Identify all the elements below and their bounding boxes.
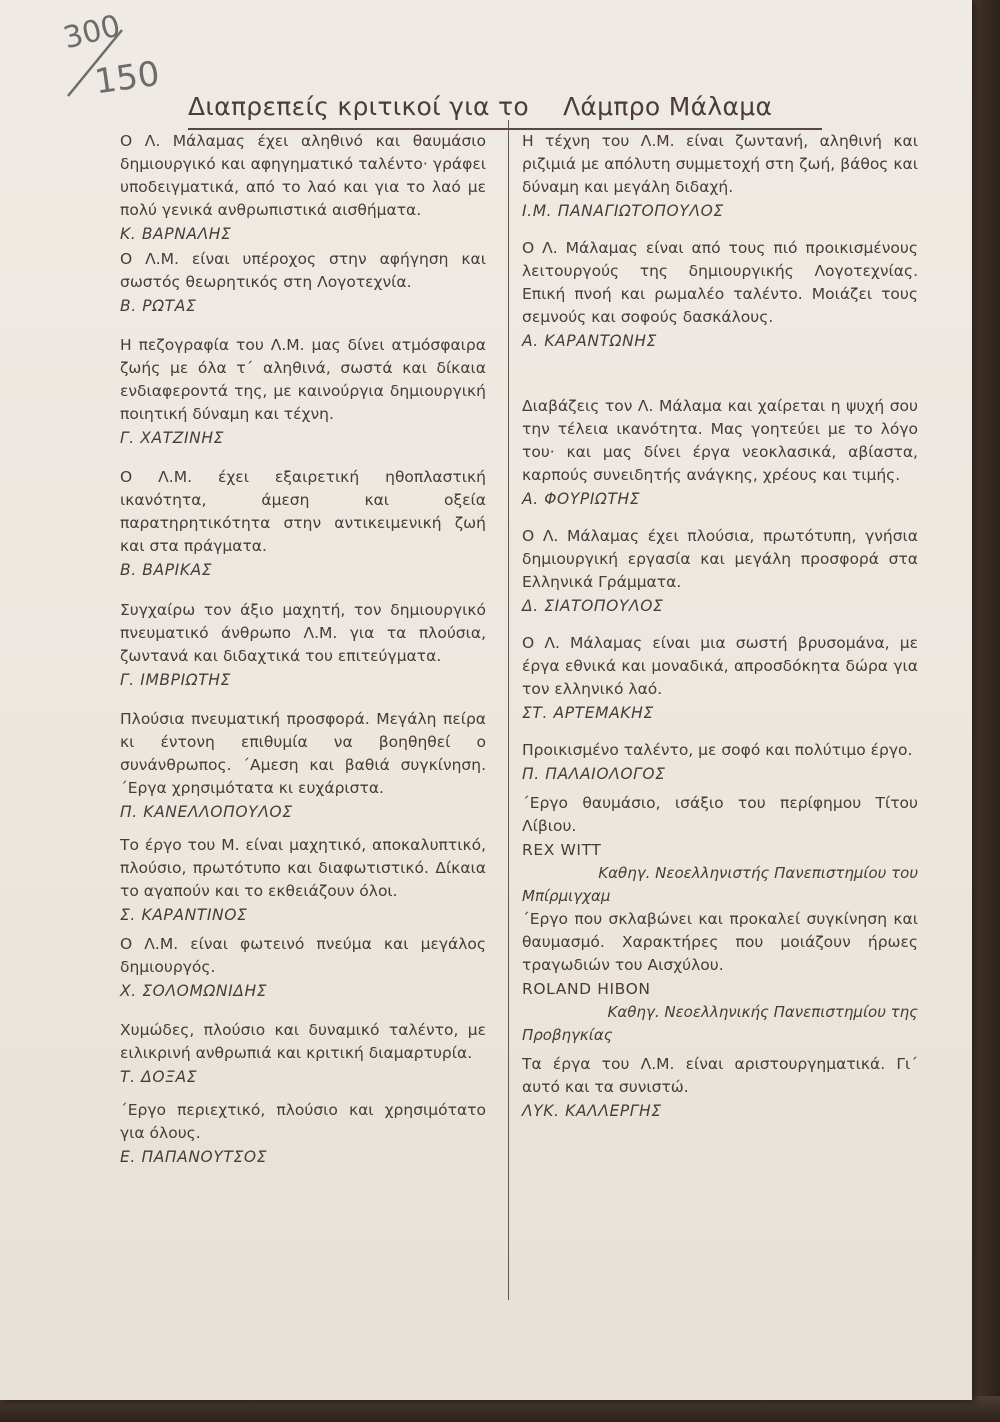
review-text: Συγχαίρω τον άξιο μαχητή, τον δημιουργικό πνευματικό άνθρωπο Λ.Μ. για τα πλούσια, ζωντανά και διδαχτικά του επιτεύγματα. <box>120 601 486 665</box>
review-author-affiliation: Καθηγ. Νεοελληνικής Πανεπιστημίου της Προβηγκίας <box>522 1003 918 1044</box>
review-author: Α. ΚΑΡΑΝΤΩΝΗΣ <box>522 332 657 350</box>
review-text: Ο Λ. Μάλαμας είναι από τους πιό προικισμένους λειτουργούς της δημιουργικής Λογοτεχνίας. Επική πνοή και ρωμαλέο ταλέντο. Μοιάζει τους σεμνούς και σοφούς δασκάλους. <box>522 239 918 326</box>
review-text: Χυμώδες, πλούσιο και δυναμικό ταλέντο, με ειλικρινή ανθρωπιά και κριτική διαμαρτυρία. <box>120 1021 486 1062</box>
review-text: ΄Εργο θαυμάσιο, ισάξιο του περίφημου Τίτου Λίβιου. <box>522 794 918 835</box>
review-author: Κ. ΒΑΡΝΑΛΗΣ <box>120 225 232 243</box>
review-text: Το έργο του Μ. είναι μαχητικό, αποκαλυπτικό, πλούσιο, πρωτότυπο και διαφωτιστικό. Δίκαια το αγαπούν και το εκθειάζουν όλοι. <box>120 836 486 900</box>
review-author: Β. ΡΩΤΑΣ <box>120 297 197 315</box>
review-author: ROLAND HIBON <box>522 980 651 998</box>
review-text: Προικισμένο ταλέντο, με σοφό και πολύτιμο έργο. <box>522 741 913 759</box>
review-quote <box>522 632 918 725</box>
review-quote <box>120 248 486 318</box>
review-quote <box>120 334 486 450</box>
review-author: Β. ΒΑΡΙΚΑΣ <box>120 561 213 579</box>
review-author-affiliation: Καθηγ. Νεοελληνιστής Πανεπιστημίου του Μπίρμιγχαμ <box>522 864 918 905</box>
review-text: Τα έργα του Λ.Μ. είναι αριστουργηματικά. Γι΄ αυτό και τα συνιστώ. <box>522 1055 918 1096</box>
handwritten-number-2: 150 <box>92 53 163 103</box>
review-quote <box>522 237 918 353</box>
review-text: ΄Εργο περιεχτικό, πλούσιο και χρησιμότατο για όλους. <box>120 1101 486 1142</box>
review-text: Ο Λ. Μάλαμας έχει πλούσια, πρωτότυπη, γνήσια δημιουργική εργασία και μεγάλη προσφορά στα Ελληνικά Γράμματα. <box>522 527 918 591</box>
review-quote <box>120 1099 486 1169</box>
review-quote <box>120 130 486 246</box>
right-column <box>522 130 918 1123</box>
review-quote <box>522 525 918 618</box>
review-quote <box>522 130 918 223</box>
review-quote <box>120 708 486 824</box>
review-text: Ο Λ.Μ. έχει εξαιρετική ηθοπλαστική ικανότητα, άμεση και οξεία παρατηρητικότητα στην αντικειμενική ζωή και στα πράγματα. <box>120 468 486 555</box>
review-author: Δ. ΣΙΑΤΟΠΟΥΛΟΣ <box>522 597 664 615</box>
handwritten-number-1: 300 <box>60 8 125 57</box>
review-author: Ε. ΠΑΠΑΝΟΥΤΣΟΣ <box>120 1148 268 1166</box>
review-text: Πλούσια πνευματική προσφορά. Μεγάλη πείρα κι έντονη επιθυμία να βοηθηθεί ο συνάνθρωπος. ΄Αμεση και βαθιά συγκίνηση. ΄Εργα χρησιμότατα κι ευχάριστα. <box>120 710 486 797</box>
review-author: Τ. ΔΟΞΑΣ <box>120 1068 198 1086</box>
review-author: Α. ΦΟΥΡΙΩΤΗΣ <box>522 490 641 508</box>
review-quote <box>522 908 918 1047</box>
review-quote <box>522 739 918 786</box>
left-column <box>120 130 486 1169</box>
review-text: Διαβάζεις τον Λ. Μάλαμα και χαίρεται η ψυχή σου την τέλεια ικανότητα. Μας γοητεύει με το λόγο του· και μας δίνει έργα νεοκλασικά, αβίαστα, καρπούς συνειδητής ανάγκης, χρέους και τιμής. <box>522 397 918 484</box>
review-text: Ο Λ.Μ. είναι φωτεινό πνεύμα και μεγάλος δημιουργός. <box>120 935 486 976</box>
review-text: Η τέχνη του Λ.Μ. είναι ζωντανή, αληθινή και ριζιμιά με απόλυτη συμμετοχή στη ζωή, βάθος και δύναμη και μεγάλη διδαχή. <box>522 132 918 196</box>
review-text: Η πεζογραφία του Λ.Μ. μας δίνει ατμόσφαιρα ζωής με όλα τ΄ αληθινά, σωστά και δίκαια ενδιαφεροντά της, με καινούργια δημιουργική ποιητική δύναμη και τέχνη. <box>120 336 486 423</box>
review-text: Ο Λ. Μάλαμας έχει αληθινό και θαυμάσιο δημιουργικό και αφηγηματικό ταλέντο· γράφει υποδειγματικά, από το λαό και για το λαό με πολύ γενικά ανθρωπιστικά αισθήματα. <box>120 132 486 219</box>
review-author: Π. ΠΑΛΑΙΟΛΟΓΟΣ <box>522 765 666 783</box>
review-text: Ο Λ. Μάλαμας είναι μια σωστή βρυσομάνα, με έργα εθνικά και μοναδικά, απροσδόκητα δώρα για τον ελληνικό λαό. <box>522 634 918 698</box>
review-quote <box>522 395 918 511</box>
review-quote <box>120 834 486 927</box>
review-author: ΣΤ. ΑΡΤΕΜΑΚΗΣ <box>522 704 654 722</box>
review-quote <box>522 792 918 908</box>
review-author: Σ. ΚΑΡΑΝΤΙΝΟΣ <box>120 906 248 924</box>
review-author: Χ. ΣΟΛΟΜΩΝΙΔΗΣ <box>120 982 268 1000</box>
review-author: Π. ΚΑΝΕΛΛΟΠΟΥΛΟΣ <box>120 803 293 821</box>
column-divider <box>508 120 509 1300</box>
handwritten-price-note <box>60 4 180 104</box>
review-text: Ο Λ.Μ. είναι υπέροχος στην αφήγηση και σωστός θεωρητικός στη Λογοτεχνία. <box>120 250 486 291</box>
review-quote <box>522 1053 918 1123</box>
review-author: Γ. ΙΜΒΡΙΩΤΗΣ <box>120 671 231 689</box>
review-author: Ι.Μ. ΠΑΝΑΓΙΩΤΟΠΟΥΛΟΣ <box>522 202 724 220</box>
page-title-part1: Διαπρεπείς κριτικοί για το <box>188 92 529 121</box>
review-quote <box>120 599 486 692</box>
review-quote <box>120 933 486 1003</box>
review-author: Γ. ΧΑΤΖΙΝΗΣ <box>120 429 225 447</box>
review-author: REX WITT <box>522 841 602 859</box>
page-title-part2: Λάμπρο Μάλαμα <box>562 92 773 121</box>
review-quote <box>120 1019 486 1089</box>
review-text: ΄Εργο που σκλαβώνει και προκαλεί συγκίνηση και θαυμασμό. Χαρακτήρες που μοιάζουν ήρωες τραγωδιών του Αισχύλου. <box>522 910 918 974</box>
review-author: ΛΥΚ. ΚΑΛΛΕΡΓΗΣ <box>522 1102 662 1120</box>
review-quote <box>120 466 486 582</box>
